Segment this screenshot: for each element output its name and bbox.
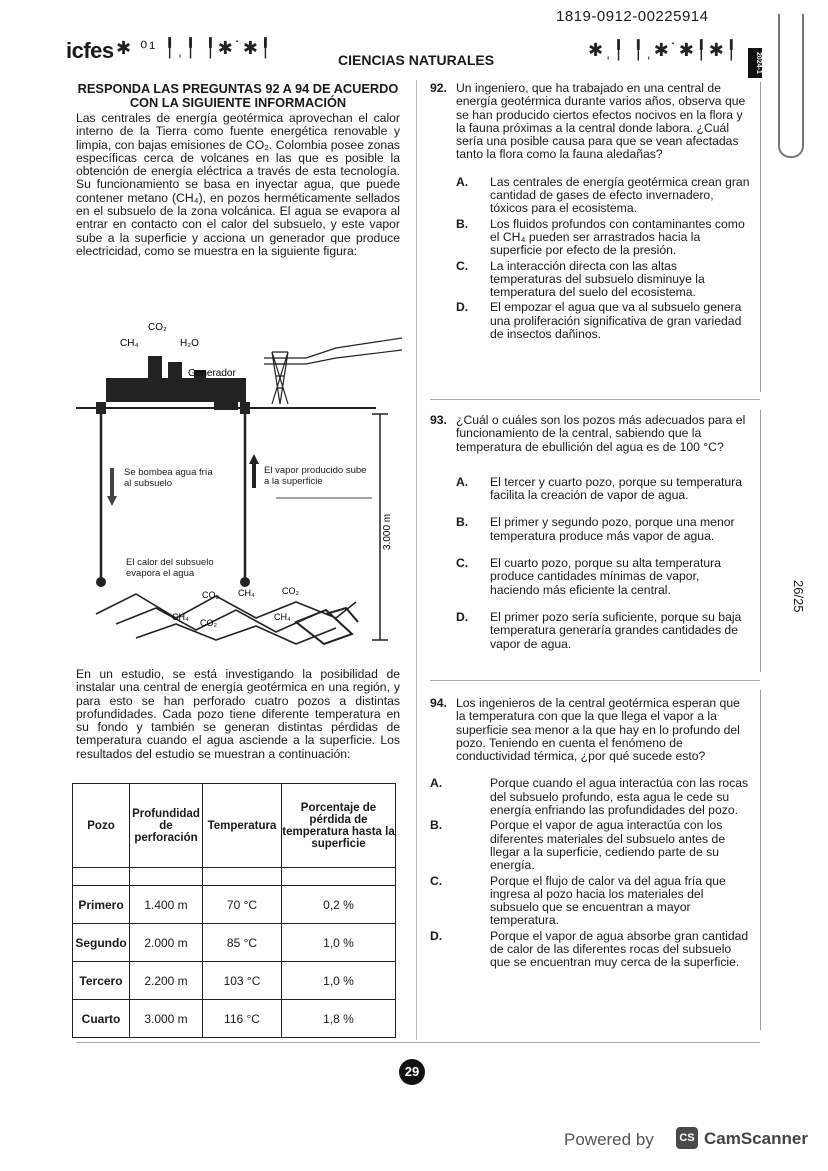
option-d[interactable]: D. El primer pozo sería suficiente, porque su baja temperatura generaría grandes cantidades de vapor de agua. (456, 609, 742, 651)
option-c[interactable]: C. La interacción directa con las altas temperaturas del subsuelo disminuye la temperatura del suelo del ecosistema. (456, 258, 705, 300)
generator-label: Generador (188, 368, 236, 379)
powered-by-text: Powered by (564, 1130, 654, 1149)
icfes-logo: icfes (66, 38, 114, 63)
question-93 (430, 414, 752, 651)
separator (430, 399, 760, 400)
power-tower-icon (272, 352, 288, 404)
question-text: Un ingeniero, que ha trabajado en una central de energía geotérmica durante varios años, observa que se han producido ciertos efectos nocivos en la flora y la fauna próximas a la central donde labora. ¿Cuál sería una posible causa para que se vean afectadas tanto la flora como la fauna aledañas? (456, 81, 746, 162)
ch4-label: CH₄ (120, 338, 139, 349)
study-paragraph: En un estudio, se está investigando la posibilidad de instalar una central de energía geotérmica en una región, y para esto se han perforado cuatro pozos a distintas profundidades. Cada pozo tiene diferente temperatura en su fondo y también se generan distintas pérdidas de temperatura cuando el agua asciende a la superficie. Los resultados del estudio se muestran a continuación: (76, 667, 400, 761)
svg-text:CO₂: CO₂ (202, 590, 219, 600)
separator (76, 1042, 760, 1043)
svg-text:CO₂: CO₂ (282, 586, 299, 596)
table-row: Cuarto 3.000 m 116 °C 1,8 % (73, 1000, 396, 1038)
co2-label: CO₂ (148, 322, 167, 333)
camscanner-name: CamScanner (704, 1129, 808, 1148)
table-row: Tercero 2.200 m 103 °C 1,0 % (73, 962, 396, 1000)
table-row: Segundo 2.000 m 85 °C 1,0 % (73, 924, 396, 962)
option-b[interactable]: B. Porque el vapor de agua interactúa con los diferentes materiales del subsuelo antes de llegar a la superficie, cediendo parte de su energía. (430, 818, 726, 873)
separator (430, 680, 760, 681)
table-header: Temperatura (203, 784, 282, 868)
question-number: 93. (430, 413, 447, 427)
svg-text:CH₄: CH₄ (274, 612, 291, 622)
camscanner-logo-icon: CS (676, 1127, 698, 1149)
decorative-glyphs-right: ✱ˌ╿ ╿ˌ✱˙✱╿✱╿ (588, 40, 739, 60)
depth-label: 3.000 m (382, 513, 393, 550)
rock-layer (96, 594, 356, 644)
question-94 (430, 697, 752, 970)
wells-table (72, 783, 396, 1038)
column-divider (416, 80, 417, 1040)
option-d[interactable]: D. Porque el vapor de agua absorbe gran cantidad de calor de las diferentes rocas del subsuelo que se encuentran muy cerca de la superficie. (430, 928, 749, 970)
question-92 (430, 82, 752, 341)
right-border (760, 690, 761, 1030)
decorative-glyphs-left: ✱ ⁰¹ ╿ˌ╿ ╿✱˙✱╿ (116, 38, 273, 58)
option-c[interactable]: C. Porque el flujo de calor va del agua fría que ingresa al pozo hacia los materiales del subsuelo que se encuentran a mayor temperatura. (430, 873, 726, 928)
option-b[interactable]: B. El primer y segundo pozo, porque una menor temperatura produce más vapor de agua. (456, 515, 735, 543)
svg-text:CO₂: CO₂ (200, 618, 217, 628)
table-header: Pozo (73, 784, 130, 868)
table-row: Primero 1.400 m 70 °C 0,2 % (73, 886, 396, 924)
section-title: CIENCIAS NATURALES (338, 52, 495, 68)
option-d[interactable]: D. El empozar el agua que va al subsuelo genera una proliferación significativa de gran variedad de insectos dañinos. (456, 300, 742, 342)
table-header: Profundidad de perforación (130, 784, 203, 868)
intro-paragraph: Las centrales de energía geotérmica aprovechan el calor interno de la Tierra como fuente energética renovable y limpia, con bajas emisiones de CO₂. Colombia posee zonas específicas cerca de volcanes en las que es posible la obtención de energía eléctrica a través de esta tecnología. Su funcionamiento se basa en inyectar agua, que puede contener metano (CH₄), en pozos herméticamente sellados en el subsuelo de la zona volcánica. El agua se evapora al entrar en contacto con el calor del subsuelo, y este vapor sube a la superficie y acciona un generador que produce electricidad, como se muestra en la siguiente figura: (76, 111, 400, 258)
question-text: Los ingenieros de la central geotérmica esperan que la temperatura con que la que llega el vapor a la superficie sea menor a la que hay en lo profundo del pozo. Teniendo en cuenta el fenómeno de conductividad térmica, ¿por qué sucede esto? (456, 696, 740, 764)
option-b[interactable]: B. Los fluidos profundos con contaminantes como el CH₄ pueden ser arrastrados hacia la superficie por efecto de la presión. (456, 216, 745, 258)
svg-text:CH₄: CH₄ (172, 612, 189, 622)
year-tag: 2024-1 (748, 48, 762, 78)
option-a[interactable]: A. Porque cuando el agua interactúa con las rocas del subsuelo profundo, esta agua le cede su energía enfriando las profundidades del pozo. (430, 776, 749, 818)
question-text: ¿Cuál o cuáles son los pozos más adecuados para el funcionamiento de la central, sabiendo que la temperatura de ebullición del agua es de 100 °C? (456, 413, 746, 454)
question-number: 92. (430, 81, 447, 95)
right-border (760, 82, 761, 392)
side-date: 26/25 (791, 580, 806, 613)
question-number: 94. (430, 696, 447, 710)
arrow-down-icon (107, 496, 117, 506)
pump-label: Se bombea agua fría al subsuelo (124, 468, 213, 489)
right-border (760, 410, 761, 672)
option-c[interactable]: C. El cuarto pozo, porque su alta temperatura produce cantidades mínimas de vapor, haciendo más eficiente la central. (456, 556, 722, 597)
option-a[interactable]: A. El tercer y cuarto pozo, porque su temperatura facilita la creación de vapor de agua. (456, 474, 743, 503)
steam-label: El vapor producido sube a la superficie (264, 466, 367, 487)
table-header: Porcentaje de pérdida de temperatura hasta la superficie (282, 784, 396, 868)
heat-label: El calor del subsuelo evapora el agua (126, 558, 214, 579)
page-number: 29 (399, 1059, 425, 1085)
option-a[interactable]: A. Las centrales de energía geotérmica crean gran cantidad de gases de efecto invernadero, tóxicos para el ecosistema. (456, 174, 750, 216)
h2o-label: H₂O (180, 338, 199, 349)
geothermal-diagram (76, 318, 402, 650)
svg-text:CH₄: CH₄ (238, 588, 255, 598)
arrow-up-icon (249, 454, 259, 464)
document-code: 1819-0912-00225914 (556, 8, 709, 25)
paper-clip-icon (778, 14, 804, 158)
instructions-heading: RESPONDA LAS PREGUNTAS 92 A 94 DE ACUERDO CON LA SIGUIENTE INFORMACIÓN (77, 81, 399, 110)
